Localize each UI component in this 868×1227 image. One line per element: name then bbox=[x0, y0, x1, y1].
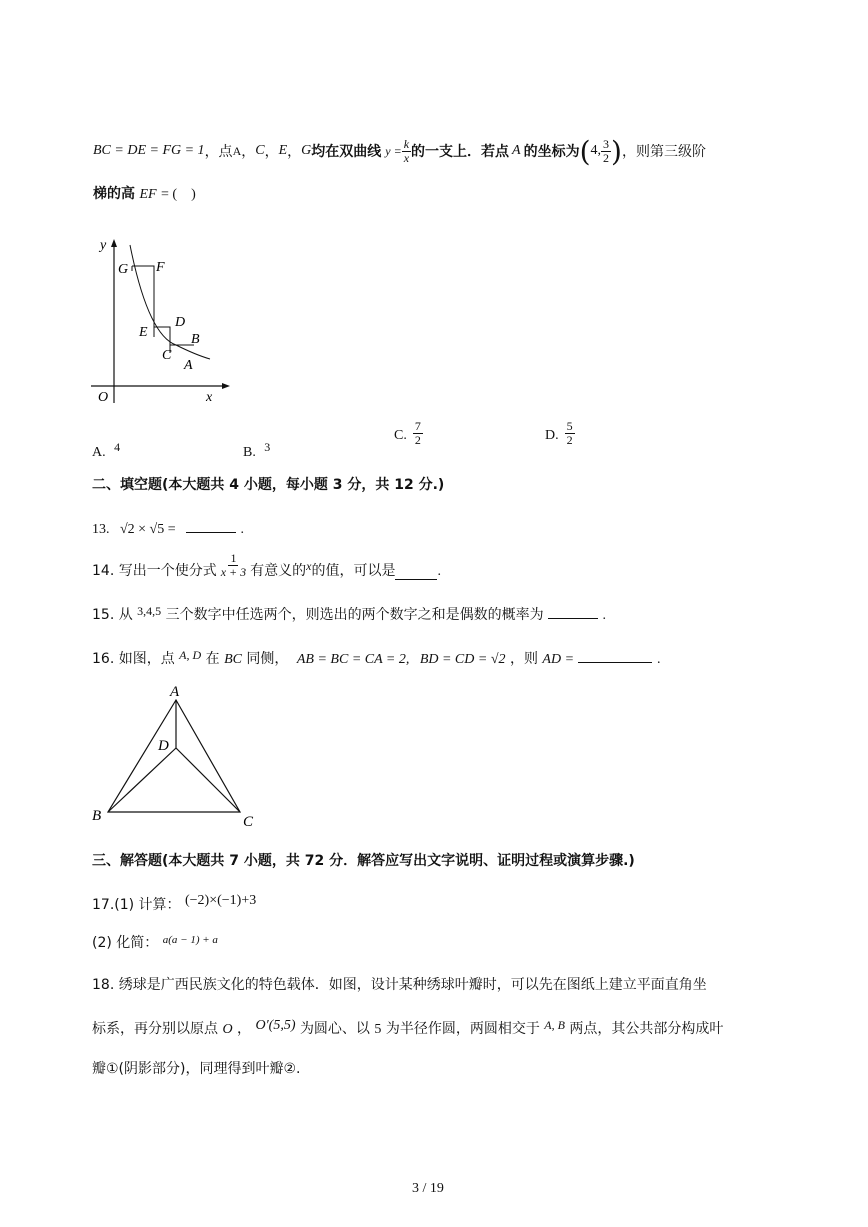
label-B: B bbox=[92, 808, 102, 824]
q12-equation: BC = DE = FG = 1 bbox=[93, 143, 205, 158]
q12-line1: BC = DE = FG = 1 ，点 A ， C ， E ， G 均在双曲线 y = $\frac{k}{x}$ 的一支上．若点 A 的坐标为 ( 4, $\frac{3}{2}$ ) ，则第三级阶 bbox=[93, 134, 706, 168]
label-C: C bbox=[162, 348, 172, 363]
q16: 16. 如图，点 A, D 在 BC 同侧， AB = BC = CA = 2, BD = CD = √2 ，则 AD = . bbox=[92, 648, 661, 667]
page-number: 3 / 19 bbox=[412, 1181, 444, 1196]
label-D: D bbox=[175, 315, 186, 330]
q12-staircase-figure bbox=[86, 235, 236, 410]
q15-answer-blank[interactable] bbox=[548, 604, 598, 619]
label-y: y bbox=[100, 238, 107, 253]
q18-line2: 标系，再分别以原点 O ， O′(5,5) 为圆心、以 5 为半径作圆，两圆相交于 A, B 两点，其公共部分构成叶 bbox=[92, 1018, 724, 1037]
section-2-heading: 二、填空题(本大题共 4 小题，每小题 3 分，共 12 分.) bbox=[92, 477, 445, 493]
segment-bd bbox=[108, 748, 176, 812]
q17-part2: (2) 化简： $^{a(a - 1) + a}$ bbox=[92, 934, 218, 951]
label-F: F bbox=[156, 260, 165, 275]
q12-option-a[interactable]: A. 4 bbox=[92, 440, 121, 460]
label-A: A bbox=[170, 684, 180, 700]
triangle-abc bbox=[108, 700, 240, 812]
label-O: O bbox=[98, 390, 109, 405]
label-G: G bbox=[118, 262, 129, 277]
q13: 13. √2 × √5 = . bbox=[92, 518, 244, 538]
label-B: B bbox=[191, 332, 200, 347]
label-x: x bbox=[206, 390, 213, 405]
x-axis-arrow bbox=[222, 383, 230, 389]
q12-option-d[interactable]: D. $\frac{5}{2}$ bbox=[545, 419, 573, 447]
q14-answer-blank[interactable] bbox=[395, 565, 437, 580]
q12-line2: 梯的高 EF = ( ) bbox=[93, 186, 196, 202]
label-E: E bbox=[139, 325, 148, 340]
q16-answer-blank[interactable] bbox=[578, 648, 652, 663]
q17-part1: 17.(1) 计算： (−2)×(−1)+3 bbox=[92, 893, 257, 913]
hyperbola-fraction: $\frac{k}{x}$ bbox=[403, 136, 410, 165]
q16-triangle-figure bbox=[88, 680, 268, 830]
q18-line3: 瓣①(阴影部分)，同理得到叶瓣②. bbox=[92, 1061, 301, 1077]
q12-option-c[interactable]: C. $\frac{7}{2}$ bbox=[394, 419, 421, 447]
q12-option-b[interactable]: B. 3 bbox=[243, 440, 271, 460]
y-axis-arrow bbox=[111, 239, 117, 247]
q13-answer-blank[interactable] bbox=[186, 518, 236, 533]
segment-cd bbox=[176, 748, 240, 812]
label-D: D bbox=[158, 738, 169, 754]
q15: 15. 从 3,4,5 三个数字中任选两个，则选出的两个数字之和是偶数的概率为 . bbox=[92, 604, 607, 623]
section-3-heading: 三、解答题(本大题共 7 小题，共 72 分．解答应写出文字说明、证明过程或演算步骤.) bbox=[92, 853, 635, 869]
label-A: A bbox=[184, 358, 193, 373]
label-C: C bbox=[243, 814, 254, 830]
q18-line1: 18. 绣球是广西民族文化的特色载体．如图，设计某种绣球叶瓣时，可以先在图纸上建立平面直角坐 bbox=[92, 977, 707, 993]
q14: 14. 写出一个使分式 $\frac{1}{x + 3}$ 有意义的 x 的值，可以是 . bbox=[92, 551, 441, 580]
